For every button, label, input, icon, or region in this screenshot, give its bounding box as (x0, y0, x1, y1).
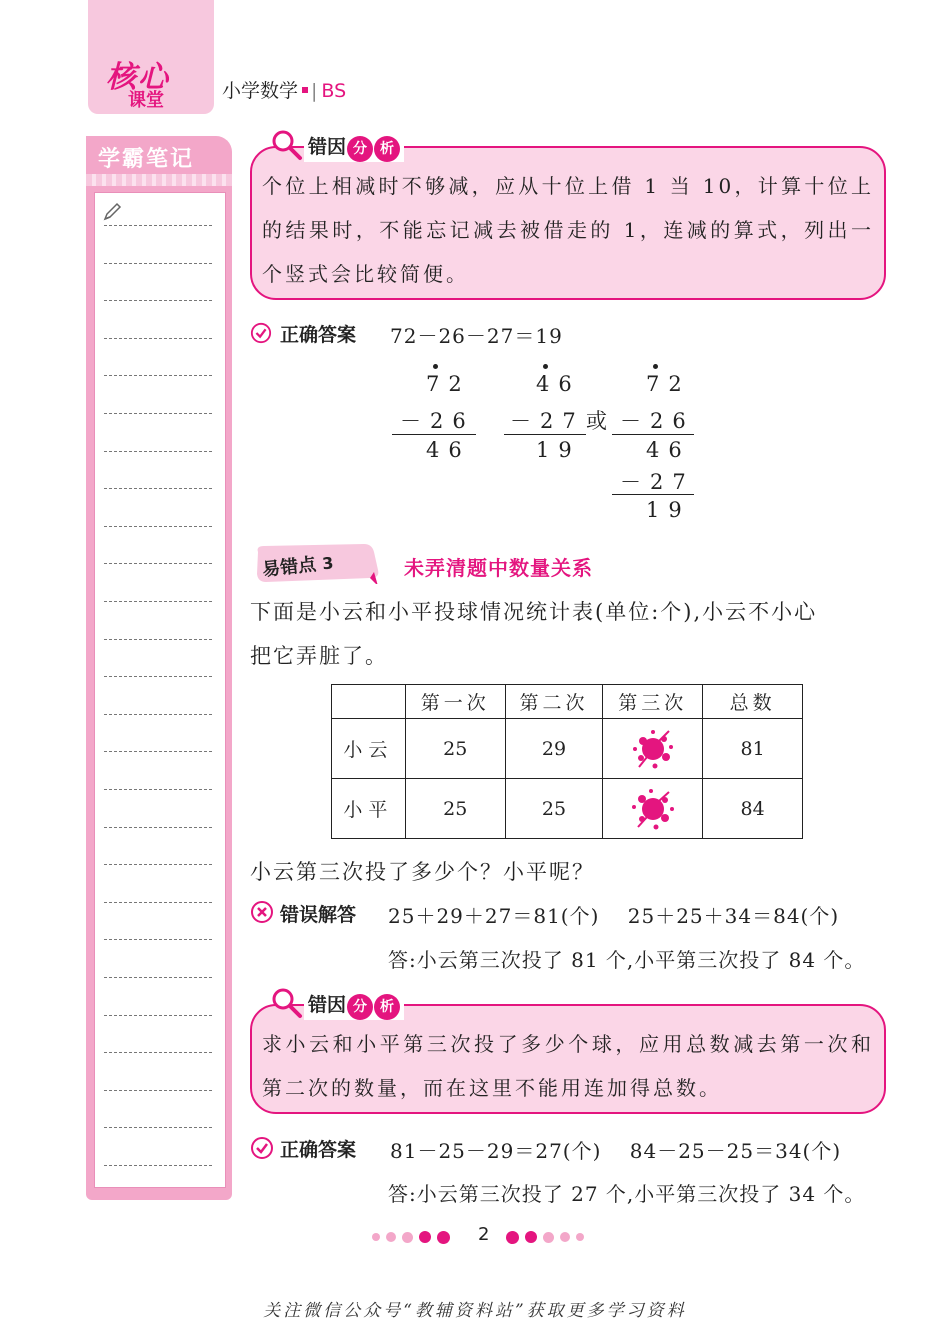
table-row (332, 779, 803, 839)
table-cell: 25 (405, 719, 505, 779)
table-cell: 84 (703, 779, 803, 839)
table-cell: 81 (703, 719, 803, 779)
wrong-answer-label: 错误解答 (280, 904, 357, 926)
calc-c-top: 72 (646, 372, 691, 396)
sidebar-note-line (104, 526, 212, 527)
table-header-cell: 总数 (703, 685, 803, 719)
problem-line-2: 把它弄脏了。 (250, 644, 388, 668)
sidebar-note-line (104, 714, 212, 715)
sidebar-note-line (104, 1165, 212, 1166)
calc-b-result: 19 (536, 438, 581, 462)
borrow-dot (653, 364, 658, 369)
table-cell: 25 (505, 779, 603, 839)
error-point-label: 易错点 (261, 554, 318, 581)
magnifier-icon (270, 128, 304, 162)
logo-main-text: 核心 (106, 60, 170, 95)
calc-a-top: 72 (426, 372, 471, 396)
sidebar-note-line (104, 601, 212, 602)
sidebar-note-line (104, 639, 212, 640)
correct-equation-1: 72－26－27＝19 (390, 324, 563, 348)
analysis-label-circle: 分 (347, 994, 373, 1020)
calc-c-sub2: －27 (620, 470, 695, 494)
correct-answer-line-2: 答:小云第三次投了 27 个,小平第三次投了 34 个。 (388, 1182, 866, 1206)
analysis-text-1: 个位上相减时不够减，应从十位上借 1 当 10，计算十位上的结果时，不能忘记减去被借走的 1，连减的算式，列出一个竖式会比较简便。 (262, 174, 874, 286)
page-dot (437, 1231, 450, 1244)
sidebar-note-line (104, 864, 212, 865)
analysis-label-prefix: 错因 (308, 994, 347, 1016)
sidebar-note-line (104, 225, 212, 226)
borrow-dot (433, 364, 438, 369)
check-icon (250, 1136, 274, 1160)
table-header-cell (332, 685, 406, 719)
ink-splat-icon (629, 727, 677, 771)
table-cell: 29 (505, 719, 603, 779)
problem-question: 小云第三次投了多少个？小平呢？ (250, 860, 595, 884)
subject-header (222, 76, 346, 103)
sidebar-note-line (104, 1052, 212, 1053)
sidebar-note-line (104, 1090, 212, 1091)
table-header-cell: 第三次 (603, 685, 703, 719)
calc-c-sub1: －26 (620, 409, 695, 433)
error-point-title: 未弄清题中数量关系 (404, 556, 593, 580)
calc-b-sub: －27 (510, 409, 585, 433)
sidebar-note-line (104, 563, 212, 564)
table-cell: 25 (405, 779, 505, 839)
page-dot (402, 1232, 413, 1243)
analysis-label-circle: 分 (347, 136, 373, 162)
page-dot (576, 1233, 584, 1241)
table-cell-name: 小平 (332, 779, 406, 839)
page-dot (506, 1231, 519, 1244)
problem-line-1: 下面是小云和小平投球情况统计表(单位:个),小云不小心 (250, 600, 818, 624)
correct-answer-line-1: 81－25－29＝27(个) 84－25－25＝34(个) (390, 1139, 842, 1163)
calc-a-result: 46 (426, 438, 471, 462)
page-dot (560, 1232, 570, 1242)
check-icon (250, 322, 272, 344)
sidebar-note-line (104, 751, 212, 752)
wrong-answer-line-2: 答:小云第三次投了 81 个,小平第三次投了 84 个。 (388, 948, 866, 972)
calc-b-line (504, 434, 586, 435)
error-point-number: 3 (321, 553, 335, 574)
stats-table (331, 684, 803, 839)
sidebar-note-line (104, 789, 212, 790)
sidebar-note-line (104, 488, 212, 489)
analysis-label-circle: 析 (374, 136, 400, 162)
sidebar-note-line (104, 1015, 212, 1016)
page-dot (386, 1232, 396, 1242)
calc-c-line2 (612, 494, 694, 495)
calc-c-mid: 46 (646, 438, 691, 462)
footer-note: 关注微信公众号“教辅资料站”获取更多学习资料 (263, 1301, 687, 1321)
correct-answer-label-2: 正确答案 (280, 1139, 357, 1161)
sidebar-notes-area (94, 192, 226, 1188)
page-dot (419, 1231, 431, 1243)
table-header-row (332, 685, 803, 719)
cross-icon (250, 900, 274, 924)
analysis-label-1 (304, 132, 404, 162)
sidebar-title: 学霸笔记 (98, 147, 195, 172)
table-cell-ink (603, 719, 703, 779)
calc-c-result: 19 (646, 498, 691, 522)
correct-answer-label-1: 正确答案 (280, 324, 357, 346)
sidebar-note-line (104, 902, 212, 903)
sidebar-note-line (104, 451, 212, 452)
table-header-cell: 第二次 (505, 685, 603, 719)
sidebar-note-line (104, 1127, 212, 1128)
subject-dot-icon (302, 87, 308, 93)
sidebar-note-line (104, 263, 212, 264)
subject-name: 小学数学 (222, 80, 299, 102)
sidebar-note-line (104, 977, 212, 978)
analysis-label-2 (304, 990, 404, 1020)
analysis-text-2: 求小云和小平第三次投了多少个球，应用总数减去第一次和第二次的数量，而在这里不能用连加得总数。 (262, 1032, 874, 1100)
table-row (332, 719, 803, 779)
calc-a-line (392, 434, 476, 435)
calc-a-sub: －26 (400, 409, 475, 433)
analysis-label-circle: 析 (374, 994, 400, 1020)
page-dot (525, 1231, 537, 1243)
page-dot (372, 1233, 380, 1241)
page-dot (543, 1232, 554, 1243)
or-text: 或 (586, 409, 607, 433)
sidebar-note-line (104, 827, 212, 828)
analysis-label-prefix: 错因 (308, 136, 347, 158)
sidebar-note-line (104, 939, 212, 940)
calc-b-top: 46 (536, 372, 581, 396)
pencil-icon (102, 202, 124, 222)
wrong-answer-line-1: 25＋29＋27＝81(个) 25＋25＋34＝84(个) (388, 904, 840, 928)
sidebar-strip (86, 174, 232, 186)
sidebar-note-line (104, 375, 212, 376)
table-cell-ink (603, 779, 703, 839)
ink-splat-icon (629, 787, 677, 831)
subject-edition: BS (321, 80, 347, 102)
table-cell-name: 小云 (332, 719, 406, 779)
calc-c-line1 (612, 434, 694, 435)
page-number: 2 (478, 1224, 490, 1245)
subject-divider: | (311, 80, 318, 102)
sidebar-note-line (104, 676, 212, 677)
magnifier-icon (270, 986, 304, 1020)
logo-sub-text: 课堂 (128, 90, 164, 111)
sidebar-note-line (104, 413, 212, 414)
table-header-cell: 第一次 (405, 685, 505, 719)
sidebar-note-line (104, 338, 212, 339)
borrow-dot (543, 364, 548, 369)
sidebar-note-line (104, 300, 212, 301)
